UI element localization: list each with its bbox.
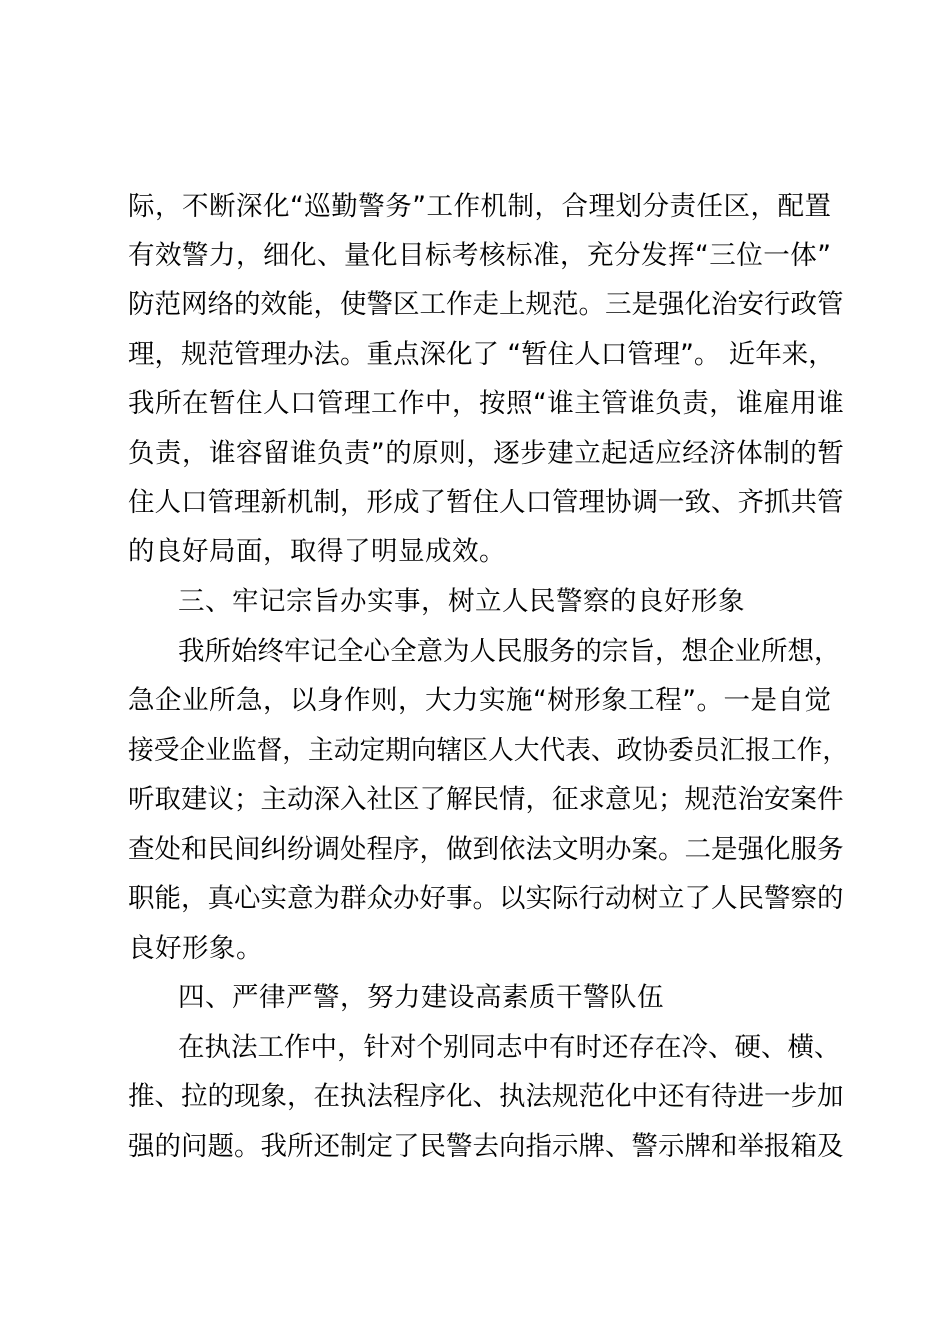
paragraph-line: 良好形象。	[128, 933, 263, 964]
paragraph-line: 急企业所急，以身作则，大力实施“树形象工程”。一是自觉	[128, 685, 832, 716]
paragraph-line: 接受企业监督，主动定期向辖区人大代表、政协委员汇报工作，	[128, 735, 849, 766]
paragraph-line: 际，不断深化“巡勤警务”工作机制，合理划分责任区，配置	[128, 191, 832, 222]
paragraph-line: 负责，谁容留谁负责”的原则，逐步建立起适应经济体制的暂	[128, 438, 845, 469]
paragraph-line: 在执法工作中，针对个别同志中有时还存在冷、硬、横、	[178, 1032, 841, 1063]
paragraph-line: 推、拉的现象，在执法程序化、执法规范化中还有待进一步加	[128, 1081, 844, 1112]
paragraph-line: 我所始终牢记全心全意为人民服务的宗旨，想企业所想，	[178, 636, 841, 667]
paragraph-line: 职能，真心实意为群众办好事。以实际行动树立了人民警察的	[128, 883, 844, 914]
paragraph-line: 强的问题。我所还制定了民警去向指示牌、警示牌和举报箱及	[128, 1131, 844, 1162]
paragraph-line: 查处和民间纠纷调处程序，做到依法文明办案。二是强化服务	[128, 834, 844, 865]
paragraph-line: 的良好局面，取得了明显成效。	[128, 536, 506, 567]
paragraph-line: 我所在暂住人口管理工作中，按照“谁主管谁负责，谁雇用谁	[128, 388, 845, 419]
paragraph-line: 住人口管理新机制，形成了暂住人口管理协调一致、齐抓共管	[128, 487, 844, 518]
paragraph-line: 有效警力，细化、量化目标考核标准，充分发挥“三位一体”	[128, 240, 832, 271]
paragraph-line: 听取建议；主动深入社区了解民情，征求意见；规范治安案件	[128, 784, 844, 815]
section-heading: 四、严律严警，努力建设高素质干警队伍	[178, 982, 664, 1013]
paragraph-line: 防范网络的效能，使警区工作走上规范。三是强化治安行政管	[128, 289, 844, 320]
paragraph-line: 理，规范管理办法。重点深化了 “暂住人口管理”。 近年来，	[128, 339, 835, 370]
section-heading: 三、牢记宗旨办实事，树立人民警察的良好形象	[178, 586, 745, 617]
